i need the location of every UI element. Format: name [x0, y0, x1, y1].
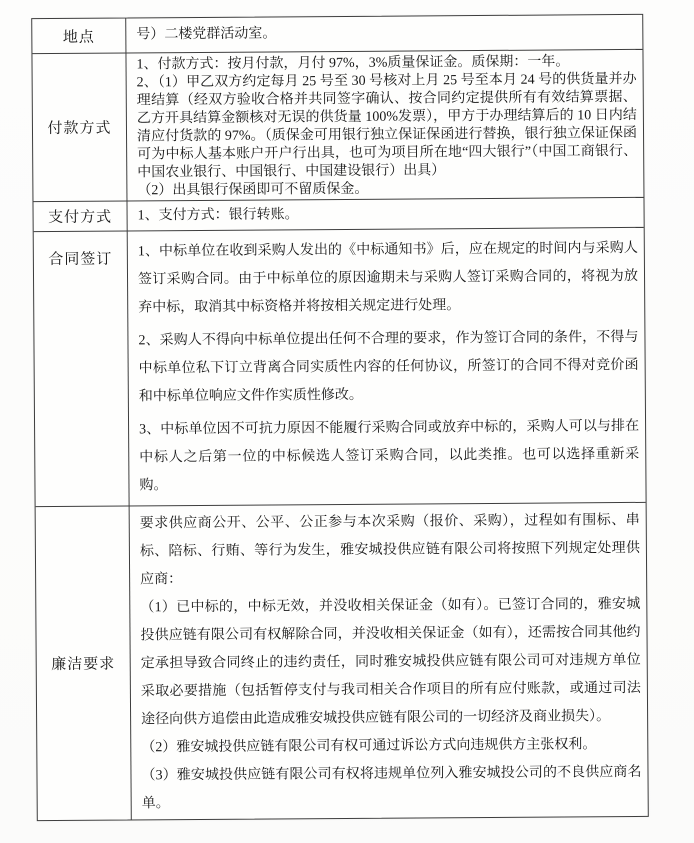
row-label-contract-signing: 合同签订: [34, 231, 130, 506]
row-label-payment-terms: 付款方式: [32, 53, 127, 201]
row-label-location: 地点: [32, 18, 126, 53]
terms-table: [31, 14, 649, 821]
paragraph: 要求供应商公开、公平、公正参与本次采购（报价、采购），过程如有围标、串标、陪标、行贿、等行为发生，雅安城投供应链有限公司将按照下列规定处理供应商：: [139, 512, 640, 588]
paragraph: 号）二楼党群活动室。: [136, 26, 277, 43]
paragraph: （2）出具银行保函即可不留质保金。: [137, 181, 369, 199]
paragraph: 3、中标单位因不可抗力原因不能履行采购合同或放弃中标的，采购人可以与排在中标人之后第一位的中标候选人签订采购合同，以此类推。也可以选择重新采购。: [139, 418, 640, 494]
paragraph: （1）已中标的，中标无效，并没收相关保证金（如有）。已签订合同的，雅安城投供应链有限公司有权解除合同，并没收相关保证金（如有），还需按合同其他约定承担导致合同终止的违约责任，同时雅安城投供应链有限公司可对违规方单位采取必要措施（包括暂停支付与我司相关合作项目的所有应付账款，或通过司法途径向供方追偿由此造成雅安城投供应链有限公司的一切经济及商业损失）。: [140, 596, 641, 728]
paragraph: 1、支付方式：银行转账。: [137, 207, 299, 224]
row-content-location: [126, 15, 642, 53]
paragraph: 2、（1）甲乙双方约定每月 25 号至 30 号核对上月 25 号至本月 24 号的供货量并办理结算（经双方验收合格并共同签字确认、按合同约定提供所有有效结算票据、乙方开具结算金额核对无误的供货量 100%发票），甲方于办理结算后的 10 日内结清应付货款的 97%。（质保金可用银行独立保证保函进行替换，银行独立保证保函可为中标人基本账户开户行出具，也可为项目所在地“四大银行”（中国工商银行、中国农业银行、中国银行、中国建设银行）出具）: [136, 71, 638, 181]
table-row-contract-signing: [34, 227, 646, 506]
row-content-payment-method: [127, 198, 643, 231]
paragraph: 2、采购人不得向中标单位提出任何不合理的要求，作为签订合同的条件，不得与中标单位私下订立背离合同实质性内容的任何协议，所签订的合同不得对竞价函和中标单位响应文件作实质性修改。: [138, 329, 639, 405]
paragraph: 1、中标单位在收到采购人发出的《中标通知书》后，应在规定的时间内与采购人签订采购合同。由于中标单位的原因逾期未与采购人签订采购合同的，将视为放弃中标，取消其中标资格并将按相关规定进行处理。: [137, 240, 639, 316]
row-content-contract-signing: [128, 228, 646, 506]
paragraph: （2）雅安城投供应链有限公司有权可通过诉讼方式向违规供方主张权利。: [141, 737, 597, 756]
table-row-payment-terms: [32, 49, 643, 201]
table-row-location: [32, 15, 642, 53]
row-content-integrity-requirements: [130, 503, 648, 820]
row-content-payment-terms: [126, 50, 643, 201]
row-label-payment-method: 支付方式: [33, 201, 127, 231]
row-label-integrity-requirements: 廉洁要求: [36, 506, 132, 820]
paragraph: （3）雅安城投供应链有限公司有权将违规单位列入雅安城投公司的不良供应商名单。: [141, 764, 642, 812]
table-row-payment-method: [33, 197, 643, 231]
table-row-integrity-requirements: [36, 502, 648, 820]
paragraph: 1、付款方式：按月付款，月付 97%，3%质量保证金。质保期：一年。: [136, 54, 570, 73]
